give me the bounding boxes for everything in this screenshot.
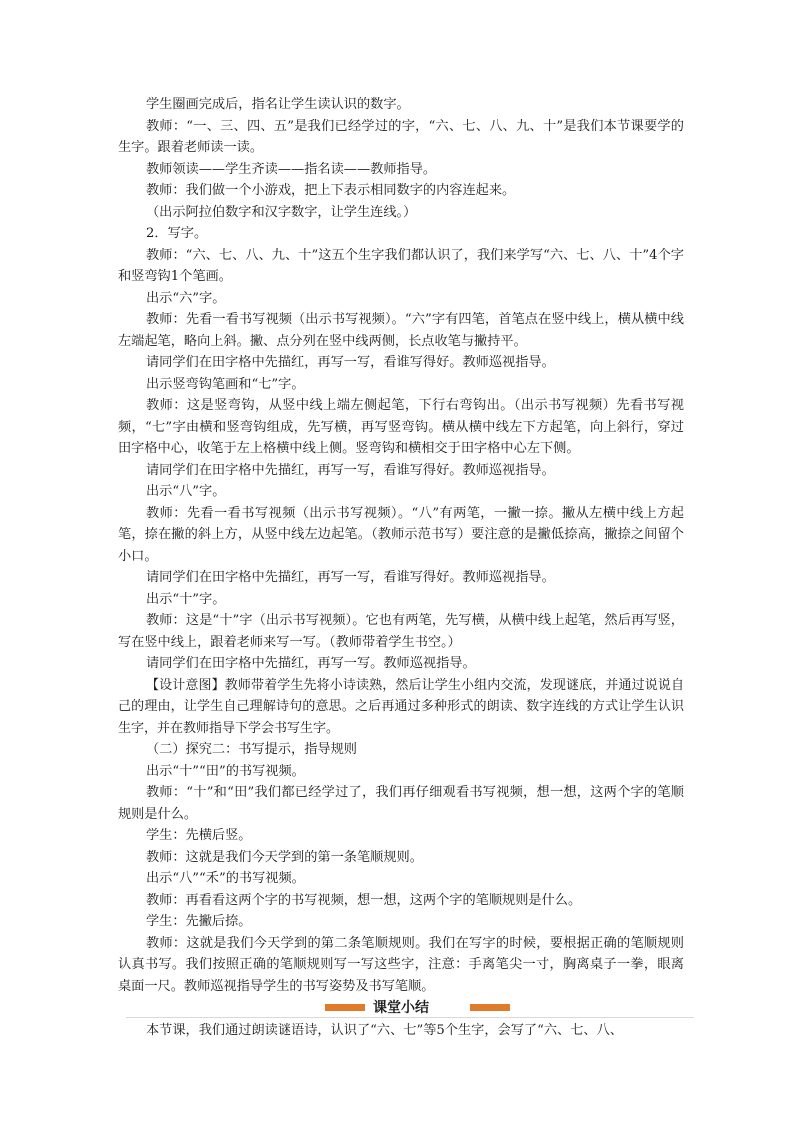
paragraph: 出示竖弯钩笔画和“七”字。 — [146, 376, 305, 392]
paragraph: （出示阿拉伯数字和汉字数字，让学生连线。） — [146, 204, 417, 220]
paragraph: 教师：我们做一个小游戏，把上下表示相同数字的内容连起来。 — [146, 183, 516, 198]
paragraph: 教师：这就是我们今天学到的第二条笔顺规则。我们在写字的时候，要根据正确的笔顺规则认真书写。我们按照正确的笔顺规则写一写这些字，注意：手离笔尖一寸，胸离桌子一拳，眼离桌面一尺。教师巡视指导学生的书写姿势及书写笔顺。 — [118, 935, 684, 994]
paragraph: 教师：这是竖弯钩，从竖中线上端左侧起笔，下行右弯钩出。（出示书写视频）先看书写视频，“七”字由横和竖弯钩组成，先写横，再写竖弯钩。横从横中线左下方起笔，向上斜行，穿过田字格中心，收笔于左上格横中线上侧。竖弯钩和横相交于田字格中心左下侧。 — [118, 398, 684, 456]
document-body — [118, 94, 684, 1042]
paragraph: 出示“十”字。 — [146, 591, 226, 607]
paragraph: 请同学们在田字格中先描红，再写一写，看谁写得好。教师巡视指导。 — [146, 462, 555, 478]
paragraph: 请同学们在田字格中先描红，再写一写。教师巡视指导。 — [146, 656, 476, 671]
paragraph: 请同学们在田字格中先描红，再写一写，看谁写得好。教师巡视指导。 — [146, 570, 555, 585]
paragraph: 教师领读——学生齐读——指名读——教师指导。 — [146, 161, 437, 177]
paragraph: 出示“八”“禾”的书写视频。 — [146, 871, 305, 886]
paragraph: 教师：“十”和“田”我们都已经学过了，我们再仔细观看书写视频，想一想，这两个字的笔顺规则是什么。 — [118, 785, 684, 822]
section-heading: （二）探究二：书写提示，指导规则 — [146, 742, 357, 757]
paragraph: 2．写字。 — [146, 226, 208, 241]
paragraph: 教师：先看一看书写视频（出示书写视频）。“六”字有四笔，首笔点在竖中线上，横从横中线左端起笔，略向上斜。撇、点分列在竖中线两侧，长点收笔与撇持平。 — [118, 312, 684, 349]
summary-paragraph: 本节课，我们通过朗读谜语诗，认识了“六、七”等5个生字，会写了“六、七、八、 — [146, 1023, 623, 1038]
section-divider — [118, 998, 684, 1020]
paragraph: 学生圈画完成后，指名让学生读认识的数字。 — [146, 97, 410, 112]
paragraph: 教师：这是“十”字（出示书写视频）。它也有两笔，先写横，从横中线上起笔，然后再写竖，写在竖中线上，跟着老师来写一写。（教师带着学生书空。） — [118, 613, 684, 650]
paragraph: 出示“八”字。 — [146, 484, 226, 499]
section-title: 课堂小结 — [373, 1000, 429, 1016]
paragraph: 教师：这就是我们今天学到的第一条笔顺规则。 — [146, 849, 423, 865]
paragraph: 出示“十”“田”的书写视频。 — [146, 763, 305, 779]
paragraph: 请同学们在田字格中先描红，再写一写，看谁写得好。教师巡视指导。 — [146, 355, 555, 370]
paragraph: 学生：先横后竖。 — [146, 828, 252, 843]
paragraph: 教师：先看一看书写视频（出示书写视频）。“八”有两笔，一撇一捺。撇从左横中线上方起笔，捺在撇的斜上方，从竖中线左边起笔。（教师示范书写）要注意的是撇低捺高，撇捺之间留个小口。 — [118, 505, 684, 564]
design-intent-paragraph: 【设计意图】教师带着学生先将小诗读熟，然后让学生小组内交流，发现谜底，并通过说说自己的理由，让学生自己理解诗句的意思。之后再通过多种形式的朗读、数字连线的方式让学生认识生字，并在教师指导下学会书写生字。 — [118, 677, 684, 736]
paragraph: 出示“六”字。 — [146, 290, 226, 306]
paragraph: 教师：“六、七、八、九、十”这五个生字我们都认识了，我们来学写“六、七、八、十”4个字和竖弯钩1个笔画。 — [118, 247, 684, 284]
paragraph: 教师：再看看这两个字的书写视频，想一想，这两个字的笔顺规则是什么。 — [146, 892, 582, 908]
paragraph: 教师：“一、三、四、五”是我们已经学过的字，“六、七、八、九、十”是我们本节课要学的生字。跟着老师读一读。 — [118, 118, 684, 155]
paragraph: 学生：先撇后捺。 — [146, 914, 252, 929]
